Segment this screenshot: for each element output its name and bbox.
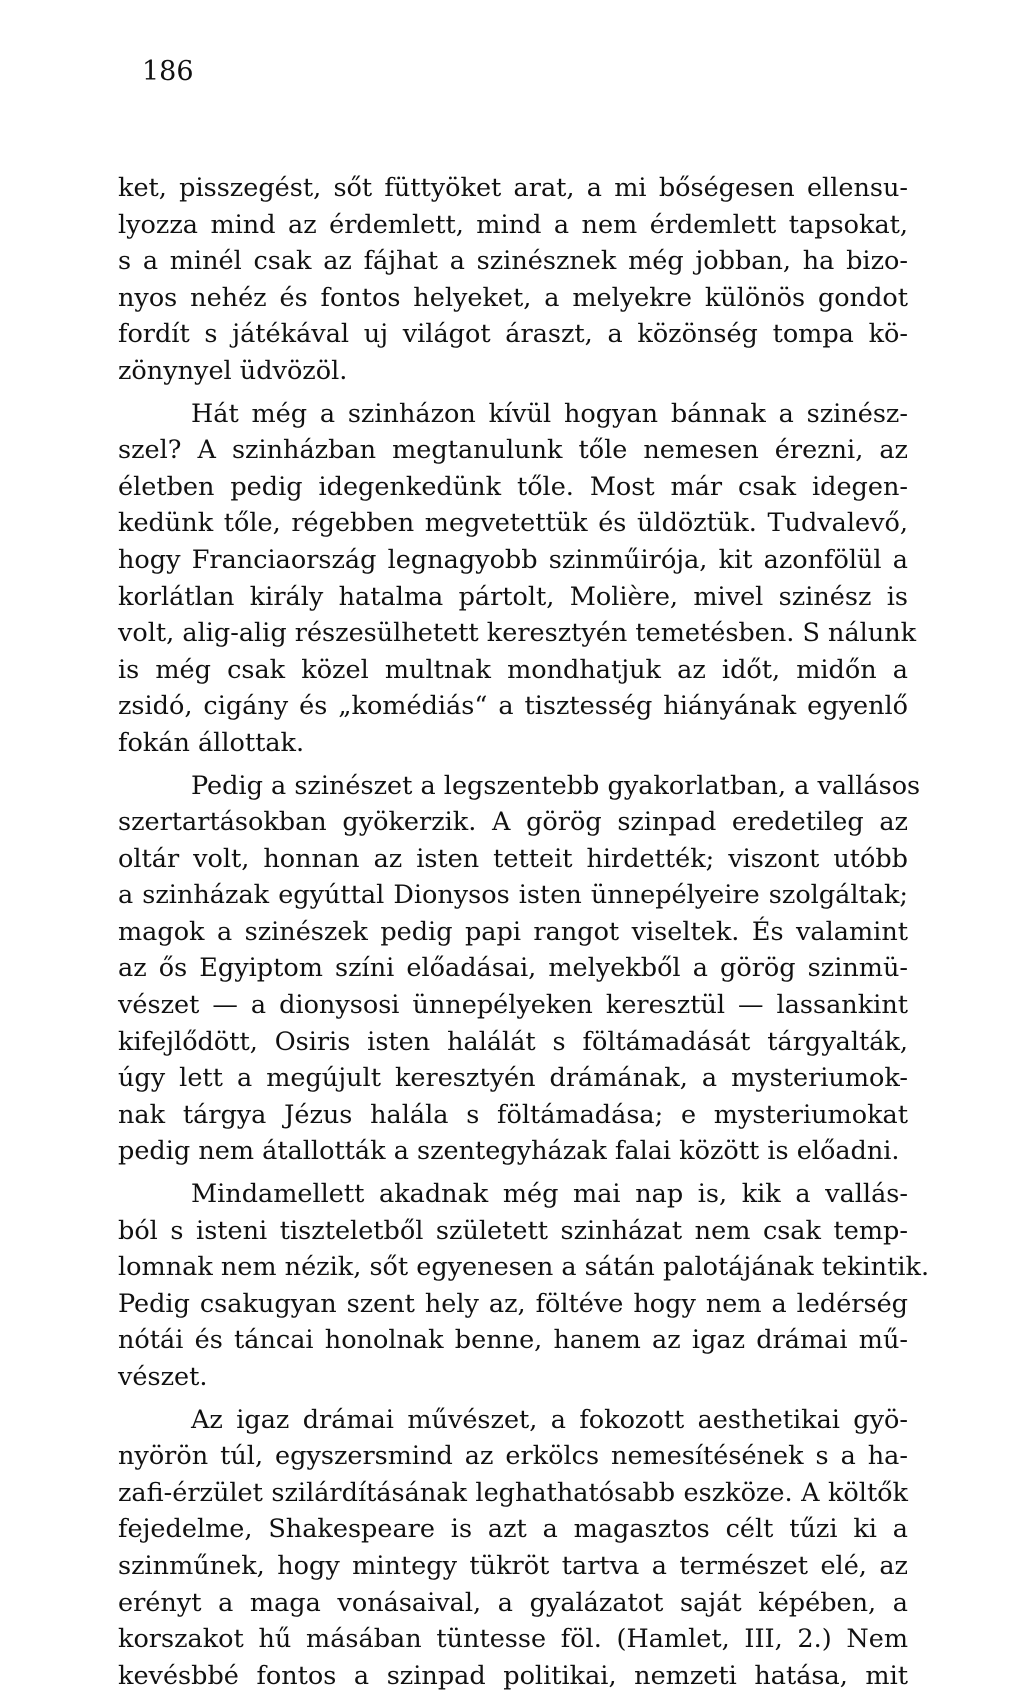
text-line: fordít s játékával uj világot áraszt, a közönség tompa kö-	[118, 319, 908, 350]
text-line: oltár volt, honnan az isten tetteit hirdették; viszont utóbb	[118, 843, 908, 874]
paragraph	[118, 170, 908, 390]
text-line: életben pedig idegenkedünk tőle. Most már csak idegen-	[118, 471, 908, 502]
paragraph	[118, 1176, 930, 1396]
text-line: is még csak közel multnak mondhatjuk az időt, midőn a	[118, 654, 908, 685]
text-line: lomnak nem nézik, sőt egyenesen a sátán palotájának tekintik.	[118, 1252, 930, 1283]
text-line: korlátlan király hatalma pártolt, Molière, mivel szinész is	[118, 581, 908, 612]
text-line: kifejlődött, Osiris isten halálát s föltámadását tárgyalták,	[118, 1026, 908, 1057]
text-line: fejedelme, Shakespeare is azt a magasztos célt tűzi ki a	[118, 1514, 908, 1545]
text-line: ból s isteni tiszteletből született szinházat nem csak temp-	[118, 1215, 908, 1246]
text-line: zsidó, cigány és „komédiás“ a tisztesség hiányának egyenlő	[118, 691, 908, 722]
text-line: az ős Egyiptom színi előadásai, melyekből a görög szinmü-	[118, 953, 908, 984]
text-line: szel? A szinházban megtanulunk tőle nemesen érezni, az	[118, 435, 908, 466]
text-line: zönynyel üdvözöl.	[118, 355, 348, 386]
text-line: kevésbbé fontos a szinpad politikai, nemzeti hatása, mit	[118, 1660, 908, 1691]
text-line: erényt a maga vonásaival, a gyalázatot saját képében, a	[118, 1587, 908, 1618]
text-line: úgy lett a megújult keresztyén drámának, a mysteriumok-	[118, 1063, 908, 1094]
text-line: vészet.	[118, 1362, 208, 1392]
paragraph	[118, 396, 917, 762]
text-line: Pedig a szinészet a legszentebb gyakorlatban, a vallásos	[191, 770, 921, 801]
text-line: s a minél csak az fájhat a szinésznek még jobban, ha bizo-	[118, 246, 908, 277]
page-number: 186	[142, 56, 194, 87]
text-line: Mindamellett akadnak még mai nap is, kik a vallás-	[191, 1179, 908, 1210]
text-line: Az igaz drámai művészet, a fokozott aesthetikai gyö-	[191, 1404, 908, 1435]
paragraph	[118, 768, 921, 1171]
text-line: kedünk tőle, régebben megvetettük és üldöztük. Tudvalevő,	[118, 508, 908, 539]
text-line: zafi-érzület szilárdításának leghathatósabb eszköze. A költők	[118, 1477, 908, 1508]
text-line: nyos nehéz és fontos helyeket, a melyekre különös gondot	[118, 282, 908, 313]
text-line: lyozza mind az érdemlett, mind a nem érdemlett tapsokat,	[118, 209, 908, 240]
body-text	[118, 170, 930, 1694]
text-line: nak tárgya Jézus halála s föltámadása; e mysteriumokat	[118, 1099, 908, 1130]
text-line: hogy Franciaország legnagyobb szinműirója, kit azonfölül a	[118, 544, 908, 575]
text-line: magok a szinészek pedig papi rangot viseltek. És valamint	[118, 916, 908, 947]
text-line: szertartásokban gyökerzik. A görög szinpad eredetileg az	[118, 807, 908, 838]
text-line: volt, alig-alig részesülhetett keresztyén temetésben. S nálunk	[118, 618, 917, 649]
paragraph	[118, 1402, 908, 1695]
text-line: szinműnek, hogy mintegy tükröt tartva a természet elé, az	[118, 1550, 908, 1581]
text-line: nyörön túl, egyszersmind az erkölcs nemesítésének s a ha-	[118, 1441, 908, 1472]
text-line: pedig nem átallották a szentegyházak falai között is előadni.	[118, 1136, 900, 1167]
text-line: ket, pisszegést, sőt füttyöket arat, a mi bőségesen ellensu-	[118, 173, 908, 203]
text-line: korszakot hű másában tüntesse föl. (Hamlet, III, 2.) Nem	[118, 1624, 908, 1655]
book-page	[118, 52, 930, 1700]
text-line: nótái és táncai honolnak benne, hanem az igaz drámai mű-	[118, 1325, 908, 1356]
text-line: fokán állottak.	[118, 727, 305, 758]
text-line: a szinházak egyúttal Dionysos isten ünnepélyeire szolgáltak;	[118, 880, 908, 911]
text-line: vészet — a dionysosi ünnepélyeken keresztül — lassankint	[118, 990, 908, 1021]
text-line: Hát még a szinházon kívül hogyan bánnak a szinész-	[191, 398, 908, 429]
text-line: Pedig csakugyan szent hely az, föltéve hogy nem a ledérség	[118, 1288, 908, 1319]
